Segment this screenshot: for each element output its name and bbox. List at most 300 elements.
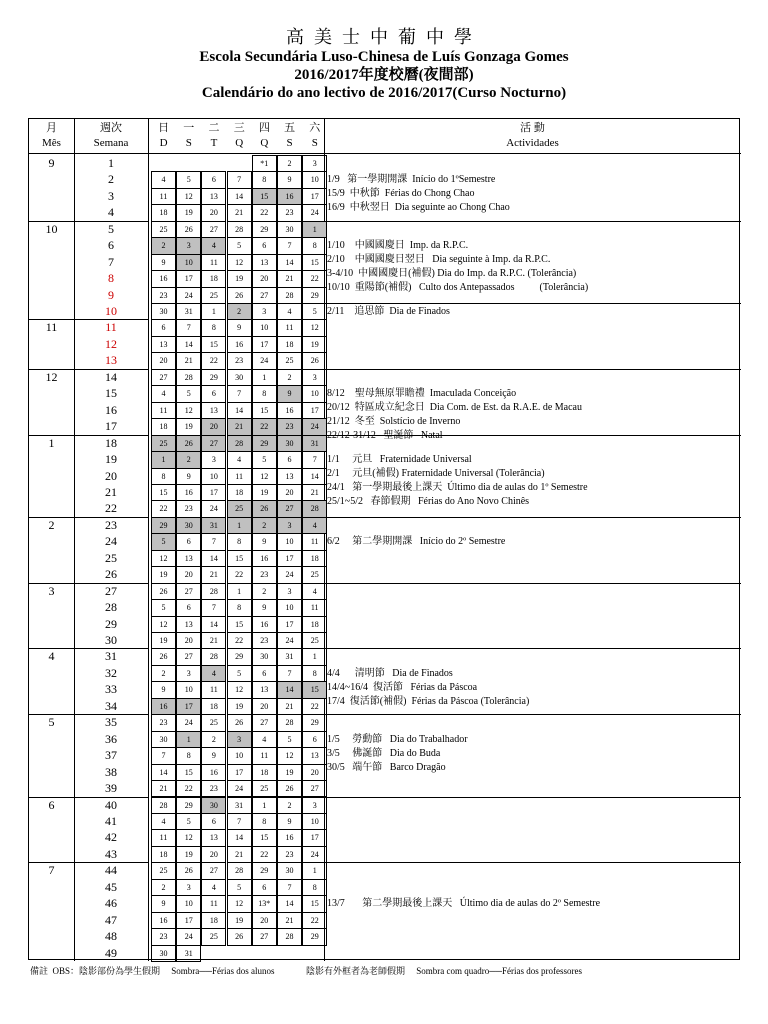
day-cell: 13	[151, 336, 176, 353]
day-cell: 21	[227, 846, 252, 863]
day-cell: 6	[201, 385, 226, 402]
day-cell: 11	[201, 254, 226, 271]
day-cell: 26	[151, 583, 176, 600]
day-cell: 11	[151, 188, 176, 205]
day-cell: 12	[176, 829, 201, 846]
day-cell: 13	[277, 468, 302, 485]
day-cell: 29	[227, 648, 252, 665]
weekday-header-pt: T	[210, 137, 218, 149]
day-cell: 22	[176, 780, 201, 797]
week-number: 27	[105, 583, 117, 598]
day-cell: 11	[201, 681, 226, 698]
day-cell: 7	[151, 747, 176, 764]
day-cell: 14	[302, 468, 327, 485]
day-cell: 11	[277, 319, 302, 336]
activity-line: 10/10 重陽節(補假) Culto dos Antepassados (Tolerância)	[327, 282, 589, 294]
day-cell: 23	[252, 566, 277, 583]
day-cell: 25	[151, 435, 176, 452]
footer-note: 備註 OBS：陰影部份為學生假期 Sombra──Férias dos alunos 陰影有外框者為老師假期 Sombra com quadro──Férias dos professores	[30, 966, 582, 976]
day-cell: 26	[252, 500, 277, 517]
day-cell: 18	[201, 698, 226, 715]
day-cell: 7	[227, 385, 252, 402]
week-number: 21	[105, 484, 117, 499]
week-number: 40	[105, 797, 117, 812]
day-cell: 3	[277, 517, 302, 534]
activity-line: 14/4~16/4 復活節 Férias da Páscoa	[327, 681, 478, 693]
day-cell: 24	[176, 287, 201, 304]
day-cell: 26	[277, 780, 302, 797]
day-cell: 2	[277, 797, 302, 814]
day-cell: 13*	[252, 895, 277, 912]
day-cell: 8	[302, 237, 327, 254]
day-cell: 30	[277, 221, 302, 238]
grid-line	[324, 517, 741, 518]
day-cell: 17	[302, 402, 327, 419]
day-cell: 30	[227, 369, 252, 386]
day-cell: 1	[252, 369, 277, 386]
day-cell: 5	[227, 665, 252, 682]
day-cell: 26	[176, 435, 201, 452]
day-cell: 17	[277, 616, 302, 633]
day-cell: 19	[176, 204, 201, 221]
day-cell: 9	[252, 599, 277, 616]
weekday-header-pt: Q	[235, 137, 244, 149]
day-cell: 27	[302, 780, 327, 797]
day-cell: 7	[201, 599, 226, 616]
week-number: 30	[105, 633, 117, 648]
week-number: 25	[105, 550, 117, 565]
day-cell: 7	[277, 879, 302, 896]
day-cell: 4	[151, 171, 176, 188]
week-number: 24	[105, 534, 117, 549]
day-cell: 30	[151, 945, 176, 962]
day-cell: 3	[302, 797, 327, 814]
day-cell: 7	[227, 171, 252, 188]
day-cell: 31	[277, 648, 302, 665]
week-number: 1	[108, 156, 114, 170]
day-cell: 9	[277, 385, 302, 402]
day-cell: *1	[252, 155, 277, 172]
day-cell: 23	[252, 632, 277, 649]
day-cell: 22	[201, 352, 226, 369]
day-cell: 22	[252, 418, 277, 435]
day-cell: 8	[302, 665, 327, 682]
day-cell: 22	[227, 632, 252, 649]
week-number: 45	[105, 879, 117, 894]
day-cell: 21	[227, 204, 252, 221]
day-cell: 6	[176, 533, 201, 550]
day-cell: 16	[252, 616, 277, 633]
day-cell: 5	[277, 731, 302, 748]
day-cell: 20	[201, 846, 226, 863]
day-cell: 13	[201, 402, 226, 419]
day-cell: 2	[201, 731, 226, 748]
day-cell: 15	[151, 484, 176, 501]
week-number: 36	[105, 731, 117, 746]
day-cell: 30	[151, 303, 176, 320]
day-cell: 29	[176, 797, 201, 814]
day-cell: 17	[176, 912, 201, 929]
month-label: 10	[45, 221, 58, 236]
day-cell: 25	[302, 566, 327, 583]
day-cell: 8	[302, 879, 327, 896]
day-cell: 7	[201, 533, 226, 550]
day-cell: 2	[227, 303, 252, 320]
week-number: 20	[105, 468, 117, 483]
day-cell: 27	[151, 369, 176, 386]
day-cell: 5	[151, 533, 176, 550]
grid-line	[29, 153, 741, 154]
day-cell: 8	[176, 747, 201, 764]
day-cell: 11	[227, 468, 252, 485]
day-cell: 12	[277, 747, 302, 764]
weekday-header-cn: 四	[258, 122, 270, 134]
day-cell: 18	[302, 616, 327, 633]
day-cell: 16	[201, 764, 226, 781]
day-cell: 25	[201, 928, 226, 945]
day-cell: 20	[277, 484, 302, 501]
day-cell: 6	[151, 319, 176, 336]
day-cell: 23	[176, 500, 201, 517]
day-cell: 20	[176, 632, 201, 649]
day-cell: 20	[252, 270, 277, 287]
day-cell: 5	[176, 171, 201, 188]
day-cell: 19	[277, 764, 302, 781]
day-cell: 12	[176, 188, 201, 205]
day-cell: 30	[252, 648, 277, 665]
day-cell: 24	[302, 846, 327, 863]
day-cell: 15	[252, 402, 277, 419]
day-cell: 28	[151, 797, 176, 814]
day-cell: 17	[302, 188, 327, 205]
weekday-header-pt: S	[286, 137, 293, 149]
weekday-header-cn: 一	[183, 122, 195, 134]
day-cell: 15	[176, 764, 201, 781]
day-cell: 20	[151, 352, 176, 369]
day-cell: 10	[302, 385, 327, 402]
activity-line: 30/5 端午節 Barco Dragão	[327, 761, 446, 773]
week-number: 11	[105, 320, 117, 335]
day-cell: 12	[151, 550, 176, 567]
day-cell: 2	[151, 879, 176, 896]
day-cell: 7	[227, 813, 252, 830]
day-cell: 15	[252, 188, 277, 205]
day-cell: 31	[302, 435, 327, 452]
day-cell: 3	[302, 369, 327, 386]
activity-line: 2/10 中國國慶日翌日 Dia seguinte à Imp. da R.P.C.	[327, 254, 551, 266]
day-cell: 5	[176, 813, 201, 830]
activities-header-pt: Actividades	[506, 137, 559, 149]
day-cell: 26	[227, 928, 252, 945]
week-number: 29	[105, 616, 117, 631]
day-cell: 3	[252, 303, 277, 320]
grid-line	[324, 862, 741, 863]
day-cell: 3	[176, 665, 201, 682]
day-cell: 24	[176, 714, 201, 731]
day-cell: 1	[201, 303, 226, 320]
day-cell: 19	[151, 566, 176, 583]
day-cell: 27	[176, 583, 201, 600]
day-cell: 24	[277, 632, 302, 649]
activities-header-cn: 活 動	[520, 122, 545, 134]
day-cell: 27	[252, 928, 277, 945]
weekday-header-pt: D	[159, 137, 168, 149]
day-cell: 7	[302, 451, 327, 468]
day-cell: 1	[302, 862, 327, 879]
day-cell: 23	[151, 287, 176, 304]
weekday-header-cn: 二	[208, 122, 220, 134]
day-cell: 13	[176, 616, 201, 633]
day-cell: 22	[252, 204, 277, 221]
week-number: 38	[105, 764, 117, 779]
month-label: 3	[48, 583, 55, 598]
week-number: 9	[108, 287, 114, 302]
day-cell: 24	[176, 928, 201, 945]
activity-line: 21/12 冬至 Solstício de Inverno	[327, 416, 461, 428]
day-cell: 21	[201, 566, 226, 583]
day-cell: 10	[252, 319, 277, 336]
day-cell: 26	[302, 352, 327, 369]
week-number: 2	[108, 172, 114, 187]
day-cell: 20	[176, 566, 201, 583]
day-cell: 19	[227, 912, 252, 929]
day-cell: 16	[277, 402, 302, 419]
activity-line: 4/4 清明節 Dia de Finados	[327, 667, 453, 679]
day-cell: 13	[176, 550, 201, 567]
day-cell: 6	[176, 599, 201, 616]
day-cell: 21	[277, 270, 302, 287]
day-cell: 29	[302, 287, 327, 304]
day-cell: 28	[176, 369, 201, 386]
day-cell: 11	[201, 895, 226, 912]
day-cell: 30	[176, 517, 201, 534]
week-number: 39	[105, 781, 117, 796]
day-cell: 15	[252, 829, 277, 846]
grid-line	[324, 303, 741, 304]
day-cell: 25	[227, 500, 252, 517]
week-number: 33	[105, 682, 117, 697]
day-cell: 16	[176, 484, 201, 501]
activity-line: 1/5 勞動節 Dia do Trabalhador	[327, 733, 468, 745]
day-cell: 25	[151, 221, 176, 238]
day-cell: 15	[227, 550, 252, 567]
month-label: 2	[48, 517, 55, 532]
day-cell: 5	[176, 385, 201, 402]
day-cell: 15	[302, 895, 327, 912]
day-cell: 21	[176, 352, 201, 369]
day-cell: 23	[277, 418, 302, 435]
day-cell: 12	[227, 681, 252, 698]
day-cell: 25	[151, 862, 176, 879]
month-label: 4	[48, 649, 55, 664]
day-cell: 18	[201, 270, 226, 287]
activity-line: 20/12 特區成立紀念日 Dia Com. de Est. da R.A.E. de Macau	[327, 402, 582, 414]
week-number: 3	[108, 188, 114, 203]
day-cell: 8	[252, 813, 277, 830]
day-cell: 26	[176, 862, 201, 879]
day-cell: 6	[277, 451, 302, 468]
day-cell: 20	[252, 698, 277, 715]
week-number: 10	[105, 304, 117, 319]
day-cell: 14	[227, 188, 252, 205]
week-number: 42	[105, 830, 117, 845]
day-cell: 12	[252, 468, 277, 485]
day-cell: 5	[302, 303, 327, 320]
day-cell: 3	[176, 879, 201, 896]
day-cell: 2	[252, 517, 277, 534]
week-number: 48	[105, 929, 117, 944]
month-label: 6	[48, 797, 55, 812]
day-cell: 3	[176, 237, 201, 254]
day-cell: 14	[201, 616, 226, 633]
day-cell: 20	[252, 912, 277, 929]
activity-line: 2/11 追思節 Dia de Finados	[327, 306, 450, 318]
day-cell: 7	[277, 237, 302, 254]
day-cell: 15	[302, 254, 327, 271]
day-cell: 28	[227, 862, 252, 879]
day-cell: 22	[302, 698, 327, 715]
day-cell: 10	[176, 681, 201, 698]
week-number: 47	[105, 912, 117, 927]
day-cell: 19	[252, 484, 277, 501]
activity-line: 24/1 第一學期最後上課天 Último dia de aulas do 1º Semestre	[327, 482, 588, 494]
day-cell: 16	[227, 336, 252, 353]
day-cell: 6	[201, 171, 226, 188]
day-cell: 1	[227, 517, 252, 534]
activity-line: 17/4 復活節(補假) Férias da Páscoa (Tolerância)	[327, 695, 530, 707]
week-number: 44	[105, 863, 117, 878]
day-cell: 21	[201, 632, 226, 649]
day-cell: 16	[277, 829, 302, 846]
day-cell: 24	[302, 418, 327, 435]
day-cell: 13	[201, 829, 226, 846]
calendar-title-chinese: 2016/2017年度校曆(夜間部)	[294, 67, 474, 83]
day-cell: 9	[201, 747, 226, 764]
day-cell: 8	[227, 599, 252, 616]
day-cell: 16	[277, 188, 302, 205]
day-cell: 27	[201, 435, 226, 452]
day-cell: 4	[151, 385, 176, 402]
day-cell: 5	[252, 451, 277, 468]
grid-line	[324, 714, 741, 715]
calendar-title-portuguese: Calendário do ano lectivo de 2016/2017(Curso Nocturno)	[201, 85, 567, 101]
day-cell: 22	[252, 846, 277, 863]
day-cell: 17	[176, 698, 201, 715]
week-number: 26	[105, 567, 117, 582]
day-cell: 9	[227, 319, 252, 336]
day-cell: 1	[252, 797, 277, 814]
day-cell: 14	[277, 895, 302, 912]
week-number: 46	[105, 896, 117, 911]
school-name-portuguese: Escola Secundária Luso-Chinesa de Luís Gonzaga Gomes	[199, 49, 569, 65]
grid-line	[324, 797, 741, 798]
grid-line	[148, 119, 149, 961]
day-cell: 25	[302, 632, 327, 649]
day-cell: 24	[227, 780, 252, 797]
day-cell: 9	[151, 895, 176, 912]
week-number: 7	[108, 254, 114, 269]
week-number: 49	[105, 945, 117, 960]
day-cell: 15	[302, 681, 327, 698]
week-number: 43	[105, 846, 117, 861]
day-cell: 18	[151, 846, 176, 863]
day-cell: 25	[201, 714, 226, 731]
day-cell: 6	[252, 665, 277, 682]
day-cell: 1	[151, 451, 176, 468]
activity-line: 13/7 第二學期最後上課天 Último dia de aulas do 2º Semestre	[327, 898, 601, 910]
day-cell: 11	[302, 533, 327, 550]
day-cell: 2	[176, 451, 201, 468]
day-cell: 14	[176, 336, 201, 353]
day-cell: 13	[252, 681, 277, 698]
day-cell: 17	[277, 550, 302, 567]
day-cell: 18	[302, 550, 327, 567]
week-number: 12	[105, 336, 117, 351]
day-cell: 29	[252, 435, 277, 452]
day-cell: 31	[227, 797, 252, 814]
day-cell: 14	[277, 681, 302, 698]
day-cell: 7	[176, 319, 201, 336]
day-cell: 4	[151, 813, 176, 830]
day-cell: 12	[176, 402, 201, 419]
day-cell: 30	[277, 862, 302, 879]
day-cell: 13	[302, 747, 327, 764]
day-cell: 10	[277, 533, 302, 550]
weekday-header-cn: 日	[158, 122, 170, 134]
day-cell: 23	[227, 352, 252, 369]
day-cell: 8	[252, 171, 277, 188]
week-number: 15	[105, 386, 117, 401]
day-cell: 27	[252, 714, 277, 731]
day-cell: 15	[227, 616, 252, 633]
week-number: 41	[105, 813, 117, 828]
day-cell: 29	[201, 369, 226, 386]
day-cell: 16	[151, 698, 176, 715]
day-cell: 27	[252, 287, 277, 304]
day-cell: 16	[252, 550, 277, 567]
day-cell: 14	[151, 764, 176, 781]
activity-line: 1/9 第一學期開課 Início do 1ºSemestre	[327, 174, 496, 186]
day-cell: 19	[227, 270, 252, 287]
week-number: 16	[105, 402, 117, 417]
day-cell: 3	[277, 583, 302, 600]
day-cell: 6	[302, 731, 327, 748]
week-header-pt: Semana	[93, 137, 129, 149]
day-cell: 2	[252, 583, 277, 600]
day-cell: 21	[302, 484, 327, 501]
activity-line: 6/2 第二學期開課 Início do 2º Semestre	[327, 536, 506, 548]
day-cell: 7	[277, 665, 302, 682]
activity-line: 8/12 聖母無原罪瞻禮 Imaculada Conceição	[327, 388, 517, 400]
day-cell: 23	[151, 928, 176, 945]
day-cell: 11	[302, 599, 327, 616]
day-cell: 14	[227, 402, 252, 419]
day-cell: 29	[252, 862, 277, 879]
week-number: 28	[105, 600, 117, 615]
day-cell: 20	[201, 418, 226, 435]
activity-line: 1/1 元旦 Fraternidade Universal	[327, 454, 472, 466]
week-number: 6	[108, 238, 114, 253]
day-cell: 14	[227, 829, 252, 846]
weekday-header-pt: S	[311, 137, 318, 149]
month-header-cn: 月	[46, 122, 57, 134]
activity-line: 16/9 中秋翌日 Dia seguinte ao Chong Chao	[327, 202, 510, 214]
day-cell: 24	[277, 566, 302, 583]
day-cell: 27	[201, 221, 226, 238]
day-cell: 10	[201, 468, 226, 485]
day-cell: 28	[277, 714, 302, 731]
day-cell: 9	[277, 171, 302, 188]
